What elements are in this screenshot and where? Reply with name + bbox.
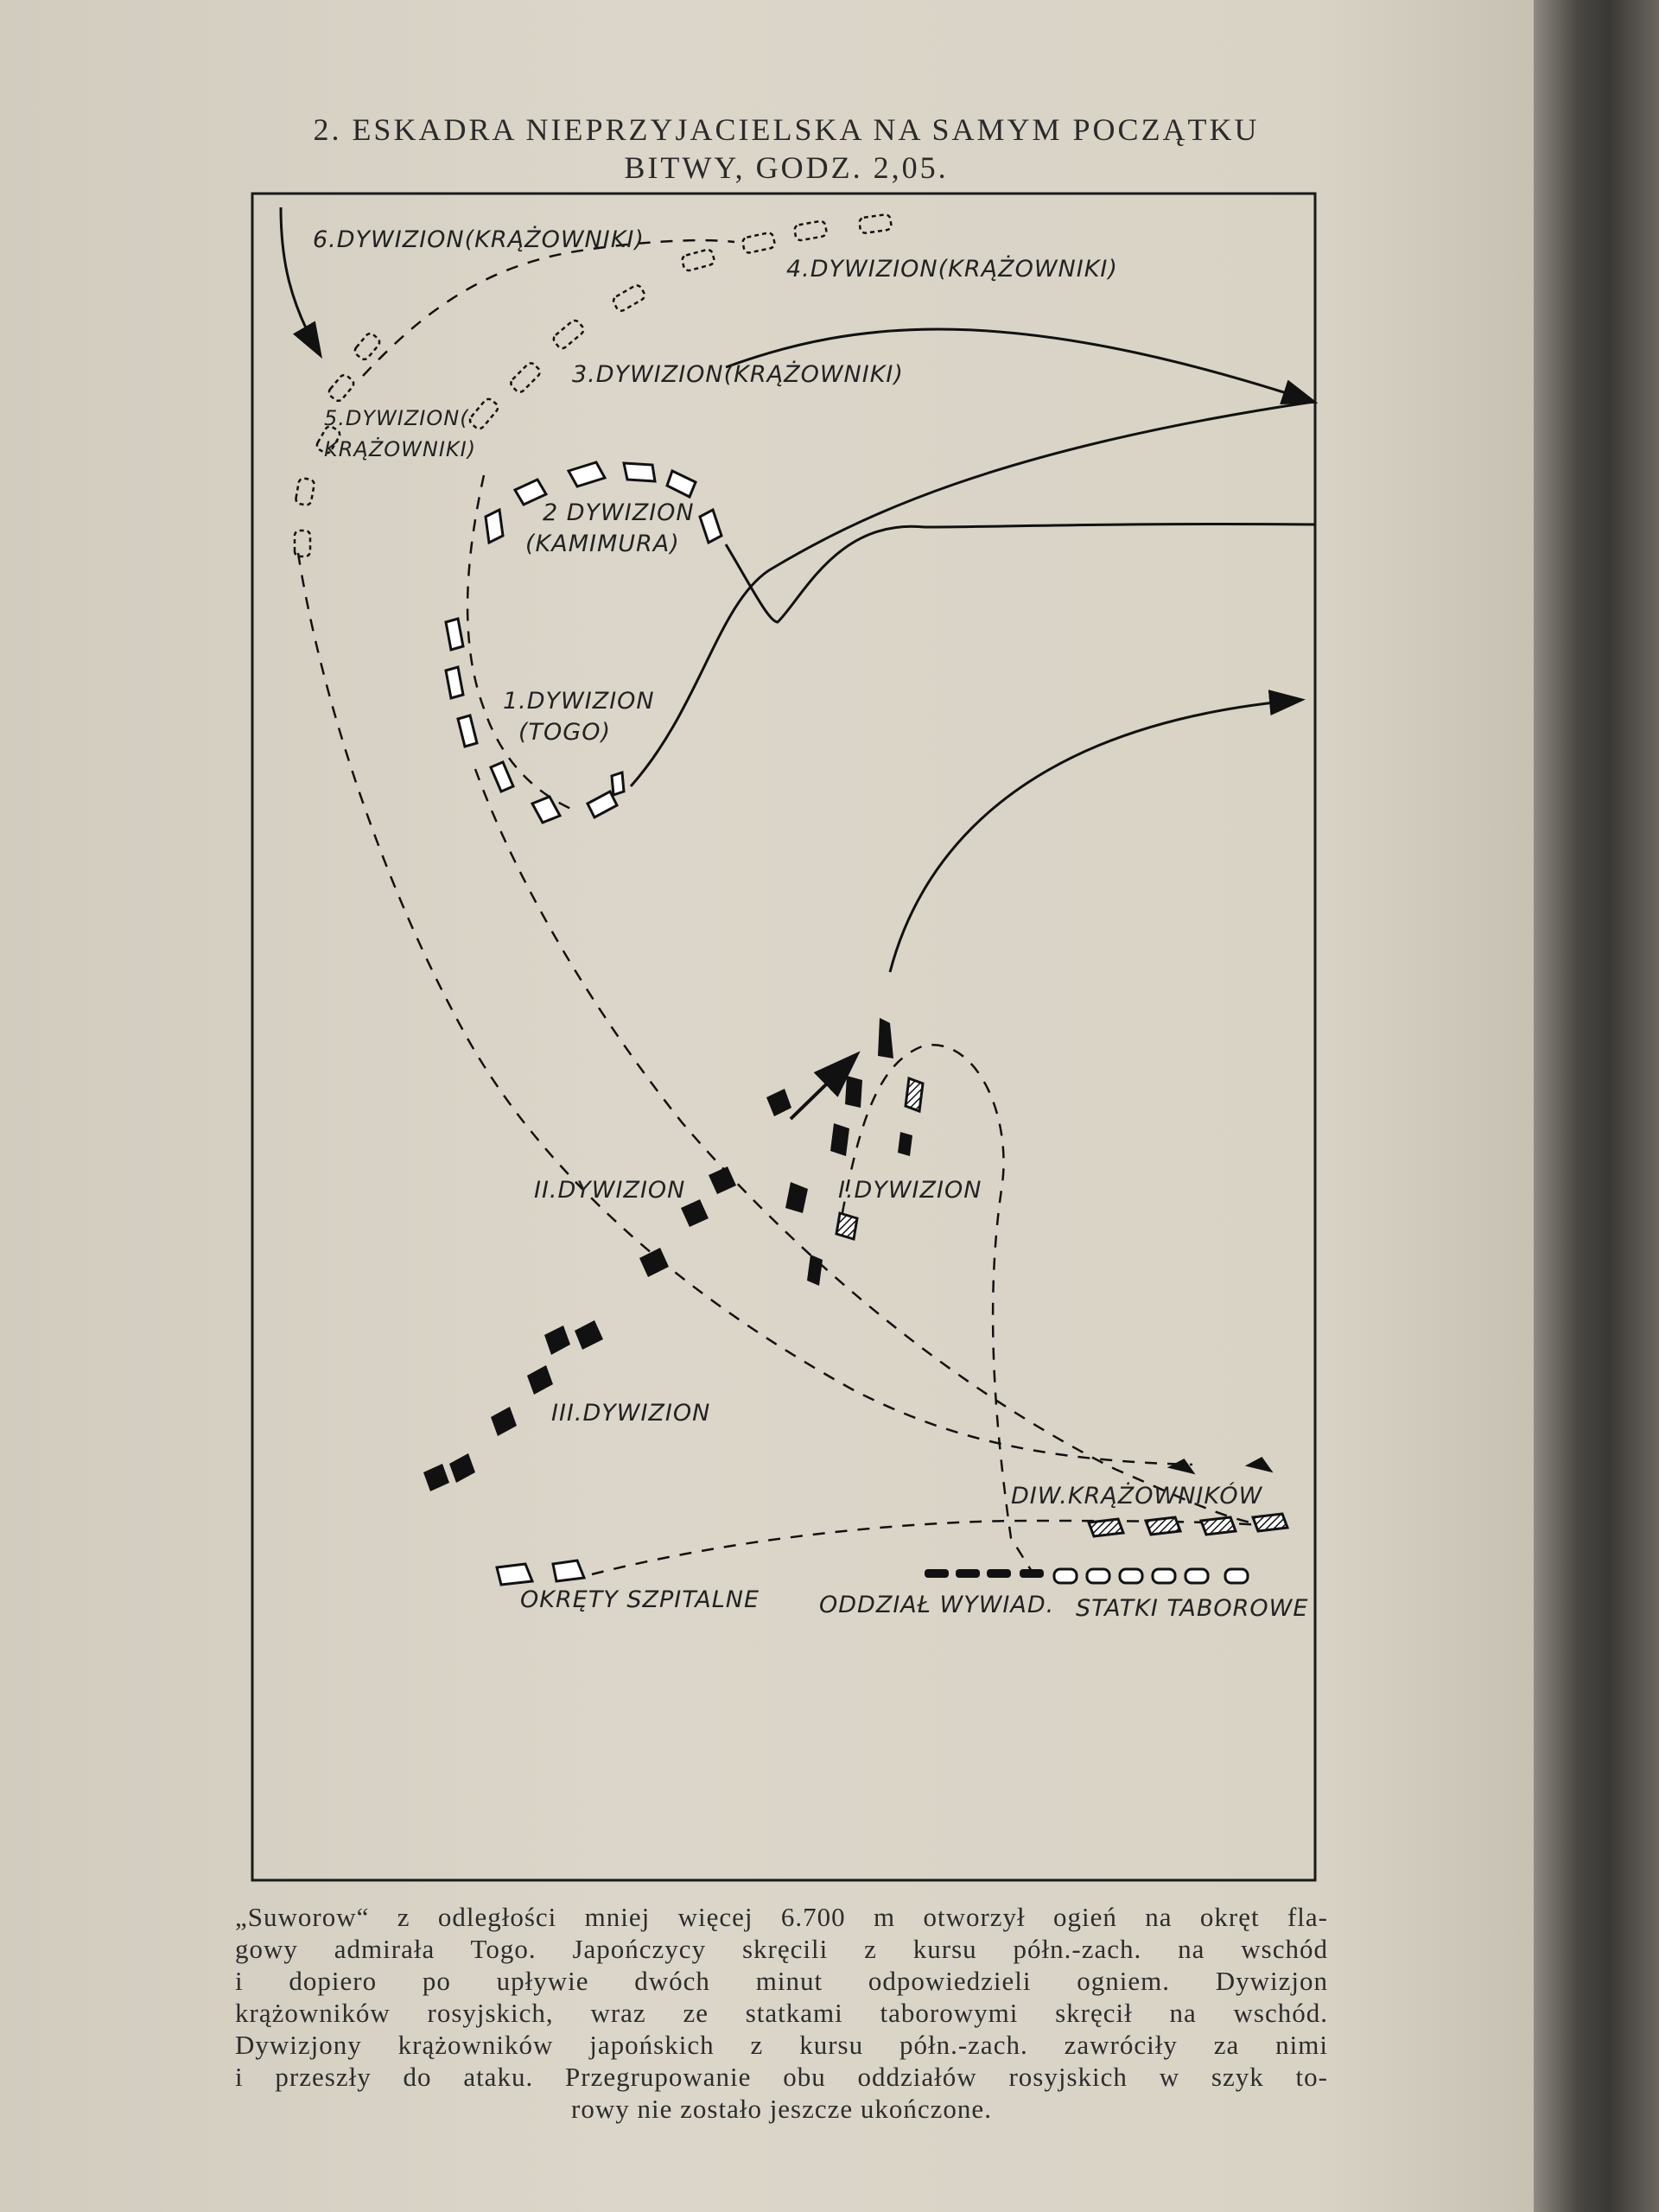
caption-line-4: krążowników rosyjskich, wraz ze statkami taborowymi skręcił na wschód. bbox=[235, 1998, 1328, 2028]
label-div1-line2: (TOGO) bbox=[518, 719, 611, 746]
battle-map-svg bbox=[251, 190, 1318, 1884]
label-div2-line1: 2 DYWIZION bbox=[543, 499, 695, 526]
label-div1-line1: 1.DYWIZION bbox=[503, 688, 655, 715]
track-loop-dashed bbox=[838, 1045, 1033, 1573]
label-div4: 4.DYWIZION(KRĄŻOWNIKI) bbox=[786, 256, 1118, 283]
label-recon: ODDZIAŁ WYWIAD. bbox=[819, 1592, 1055, 1618]
figure-title bbox=[259, 111, 1313, 187]
caption-line-2: gowy admirała Togo. Japończycy skręcili z kursu półn.-zach. na wschód bbox=[235, 1934, 1328, 1964]
battle-map bbox=[251, 190, 1318, 1884]
label-ru-div3: III.DYWIZION bbox=[551, 1400, 711, 1427]
course-line-russian bbox=[890, 700, 1300, 972]
caption-line-6: i przeszły do ataku. Przegrupowanie obu oddziałów rosyjskich w szyk to- bbox=[235, 2062, 1328, 2092]
track-west-dashed bbox=[298, 553, 1192, 1465]
label-transport: STATKI TABOROWE bbox=[1076, 1595, 1309, 1622]
caption-line-1: „Suworow“ z odległości mniej więcej 6.700 m otworzył ogień na okręt fla- bbox=[235, 1902, 1328, 1932]
figure-title-line-1: 2. ESKADRA NIEPRZYJACIELSKA NA SAMYM POCZĄTKU bbox=[313, 112, 1260, 147]
course-line-kamimura bbox=[726, 524, 1315, 622]
caption-line-7: rowy nie zostało jeszcze ukończone. bbox=[571, 2094, 992, 2124]
figure-caption bbox=[235, 1901, 1328, 2125]
ru-hospital-ships bbox=[497, 1560, 584, 1585]
label-div5-line2: KRĄŻOWNIKI) bbox=[324, 437, 477, 461]
book-gutter-shadow bbox=[1534, 0, 1659, 2212]
label-div5-line1: 5.DYWIZION( bbox=[324, 406, 469, 430]
course-line-togo bbox=[631, 402, 1313, 786]
figure-title-line-2: BITWY, GODZ. 2,05. bbox=[624, 150, 949, 185]
ru-recon-squad bbox=[925, 1569, 1044, 1578]
label-hospital: OKRĘTY SZPITALNE bbox=[520, 1586, 760, 1613]
caption-line-5: Dywizjony krążowników japońskich z kursu półn.-zach. zawróciły za nimi bbox=[235, 2030, 1328, 2060]
label-ru-div1: I.DYWIZION bbox=[838, 1177, 982, 1204]
ru-division-3 bbox=[423, 1325, 570, 1491]
caption-line-3: i dopiero po upływie dwóch minut odpowiedzieli ogniem. Dywizjon bbox=[235, 1966, 1328, 1996]
label-cruisers: DIW.KRĄŻOWNIKÓW bbox=[1011, 1483, 1263, 1510]
track-arc-dashed bbox=[363, 240, 734, 376]
label-div6: 6.DYWIZION(KRĄŻOWNIKI) bbox=[313, 226, 645, 253]
label-ru-div2: II.DYWIZION bbox=[534, 1177, 686, 1204]
label-div2-line2: (KAMIMURA) bbox=[525, 531, 680, 557]
label-div3: 3.DYWIZION(KRĄŻOWNIKI) bbox=[572, 361, 904, 388]
ru-transport-ships bbox=[1054, 1569, 1248, 1583]
arrow-russian-front bbox=[791, 1056, 855, 1119]
